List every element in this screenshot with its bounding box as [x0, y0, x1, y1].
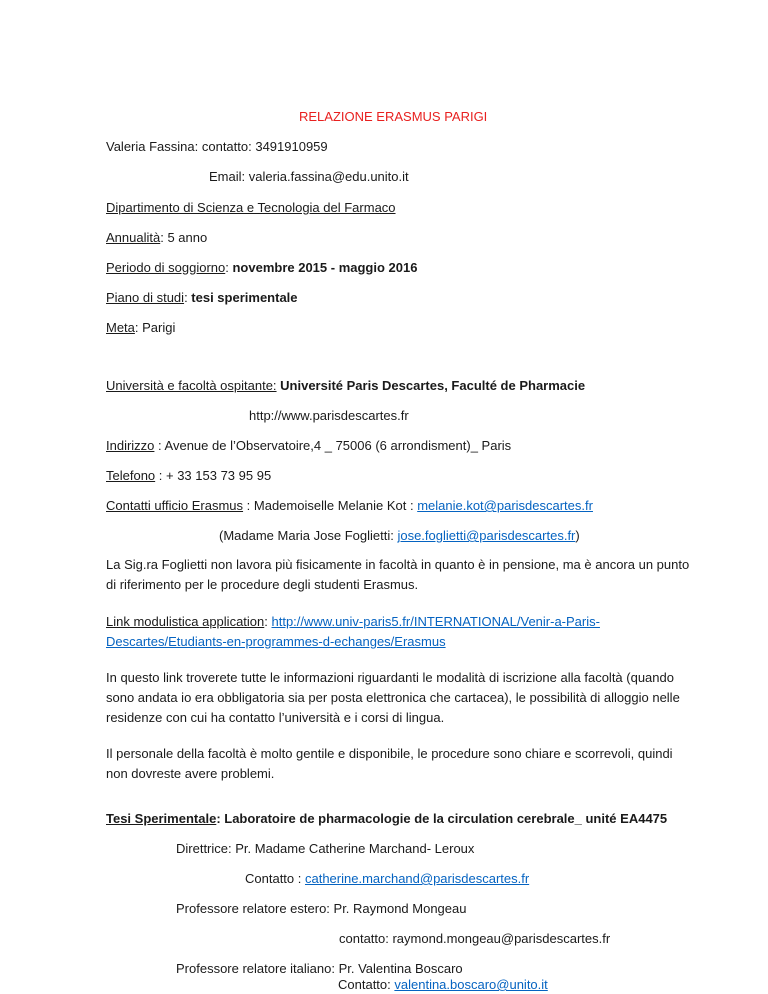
catherine-email-link[interactable]: catherine.marchand@parisdescartes.fr — [304, 871, 530, 886]
melanie-email-link[interactable]: melanie.kot@parisdescartes.fr — [417, 498, 593, 513]
tesi-value: : Laboratoire de pharmacologie de la circulation cerebrale_ unité EA4475 — [216, 811, 668, 826]
staff-paragraph: Il personale della facoltà è molto gentile e disponibile, le procedure sono chiare e scorrevoli, quindi non dovreste avere problemi. — [106, 746, 673, 781]
link-modulistica — [106, 612, 692, 652]
piano-value: tesi sperimentale — [191, 290, 298, 305]
student-contact: Valeria Fassina: contatto: 3491910959 — [106, 139, 328, 154]
universita-website: http://www.parisdescartes.fr — [249, 408, 409, 423]
telefono-label: Telefono — [106, 468, 156, 483]
direttrice-contact-prefix: Contatto : — [245, 871, 305, 886]
foglietti-email-link[interactable]: jose.foglietti@parisdescartes.fr — [397, 528, 576, 543]
contatti-text: : Mademoiselle Melanie Kot : — [243, 498, 418, 513]
tesi-row — [106, 811, 667, 827]
indirizzo-label: Indirizzo — [106, 438, 155, 453]
modulistica-url-link-2[interactable]: Descartes/Etudiants-en-programmes-d-echanges/Erasmus — [106, 634, 446, 649]
department: Dipartimento di Scienza e Tecnologia del Farmaco — [106, 200, 396, 215]
piano-sep: : — [184, 290, 192, 305]
periodo-sep: : — [225, 260, 233, 275]
relatore-italiano-contact — [338, 978, 548, 992]
periodo-label: Periodo di soggiorno — [106, 260, 226, 275]
annualita-row — [106, 230, 207, 246]
foglietti-note: La Sig.ra Foglietti non lavora più fisicamente in facoltà in quanto è in pensione, ma è ancora un punto di riferimento per le procedure degli studenti Erasmus. — [106, 557, 690, 592]
telefono-value: : + 33 153 73 95 95 — [155, 468, 272, 483]
periodo-value: novembre 2015 - maggio 2016 — [232, 260, 418, 275]
document-title: RELAZIONE ERASMUS PARIGI — [299, 109, 488, 124]
meta-label: Meta — [106, 320, 135, 335]
meta-row — [106, 320, 175, 336]
contatti-label: Contatti ufficio Erasmus — [106, 498, 244, 513]
modulistica-url-link-1[interactable]: http://www.univ-paris5.fr/INTERNATIONAL/Venir-a-Paris- — [271, 614, 600, 629]
universita-label: Università e facoltà ospitante: — [106, 378, 277, 393]
foglietti-prefix: (Madame Maria Jose Foglietti: — [219, 528, 398, 543]
periodo-row — [106, 260, 417, 276]
telefono-row — [106, 468, 271, 484]
direttrice: Direttrice: Pr. Madame Catherine Marchand- Leroux — [176, 841, 475, 856]
link-label: Link modulistica application — [106, 614, 265, 629]
valentina-email-link[interactable]: valentina.boscaro@unito.it — [394, 977, 548, 992]
link-info-paragraph: In questo link troverete tutte le informazioni riguardanti le modalità di iscrizione alla facoltà (quando sono andata io era obbligatoria sia per posta elettronica che cartacea), le possibilità di alloggio nelle residenze con cui ha contatto l’università e i corsi di lingua. — [106, 670, 680, 725]
annualita-label: Annualità — [106, 230, 161, 245]
relatore-estero-contact: contatto: raymond.mongeau@parisdescartes.fr — [339, 931, 611, 946]
contatti-row — [106, 498, 593, 514]
piano-row — [106, 290, 298, 306]
foglietti-suffix: ) — [575, 528, 580, 543]
direttrice-contact — [245, 871, 529, 887]
universita-row — [106, 378, 585, 394]
indirizzo-row — [106, 438, 511, 454]
piano-label: Piano di studi — [106, 290, 185, 305]
annualita-value: : 5 anno — [160, 230, 208, 245]
universita-value: Université Paris Descartes, Faculté de Pharmacie — [276, 378, 586, 393]
relatore-estero: Professore relatore estero: Pr. Raymond Mongeau — [176, 901, 467, 916]
relatore-italiano: Professore relatore italiano: Pr. Valentina Boscaro — [176, 961, 463, 976]
indirizzo-value: : Avenue de l’Observatoire,4 _ 75006 (6 arrondisment)_ Paris — [154, 438, 512, 453]
link-sep: : — [264, 614, 272, 629]
italiano-contact-prefix: Contatto: — [338, 977, 395, 992]
student-email: Email: valeria.fassina@edu.unito.it — [209, 169, 409, 184]
foglietti-row — [219, 528, 580, 544]
meta-value: : Parigi — [134, 320, 176, 335]
tesi-label: Tesi Sperimentale — [106, 811, 217, 826]
